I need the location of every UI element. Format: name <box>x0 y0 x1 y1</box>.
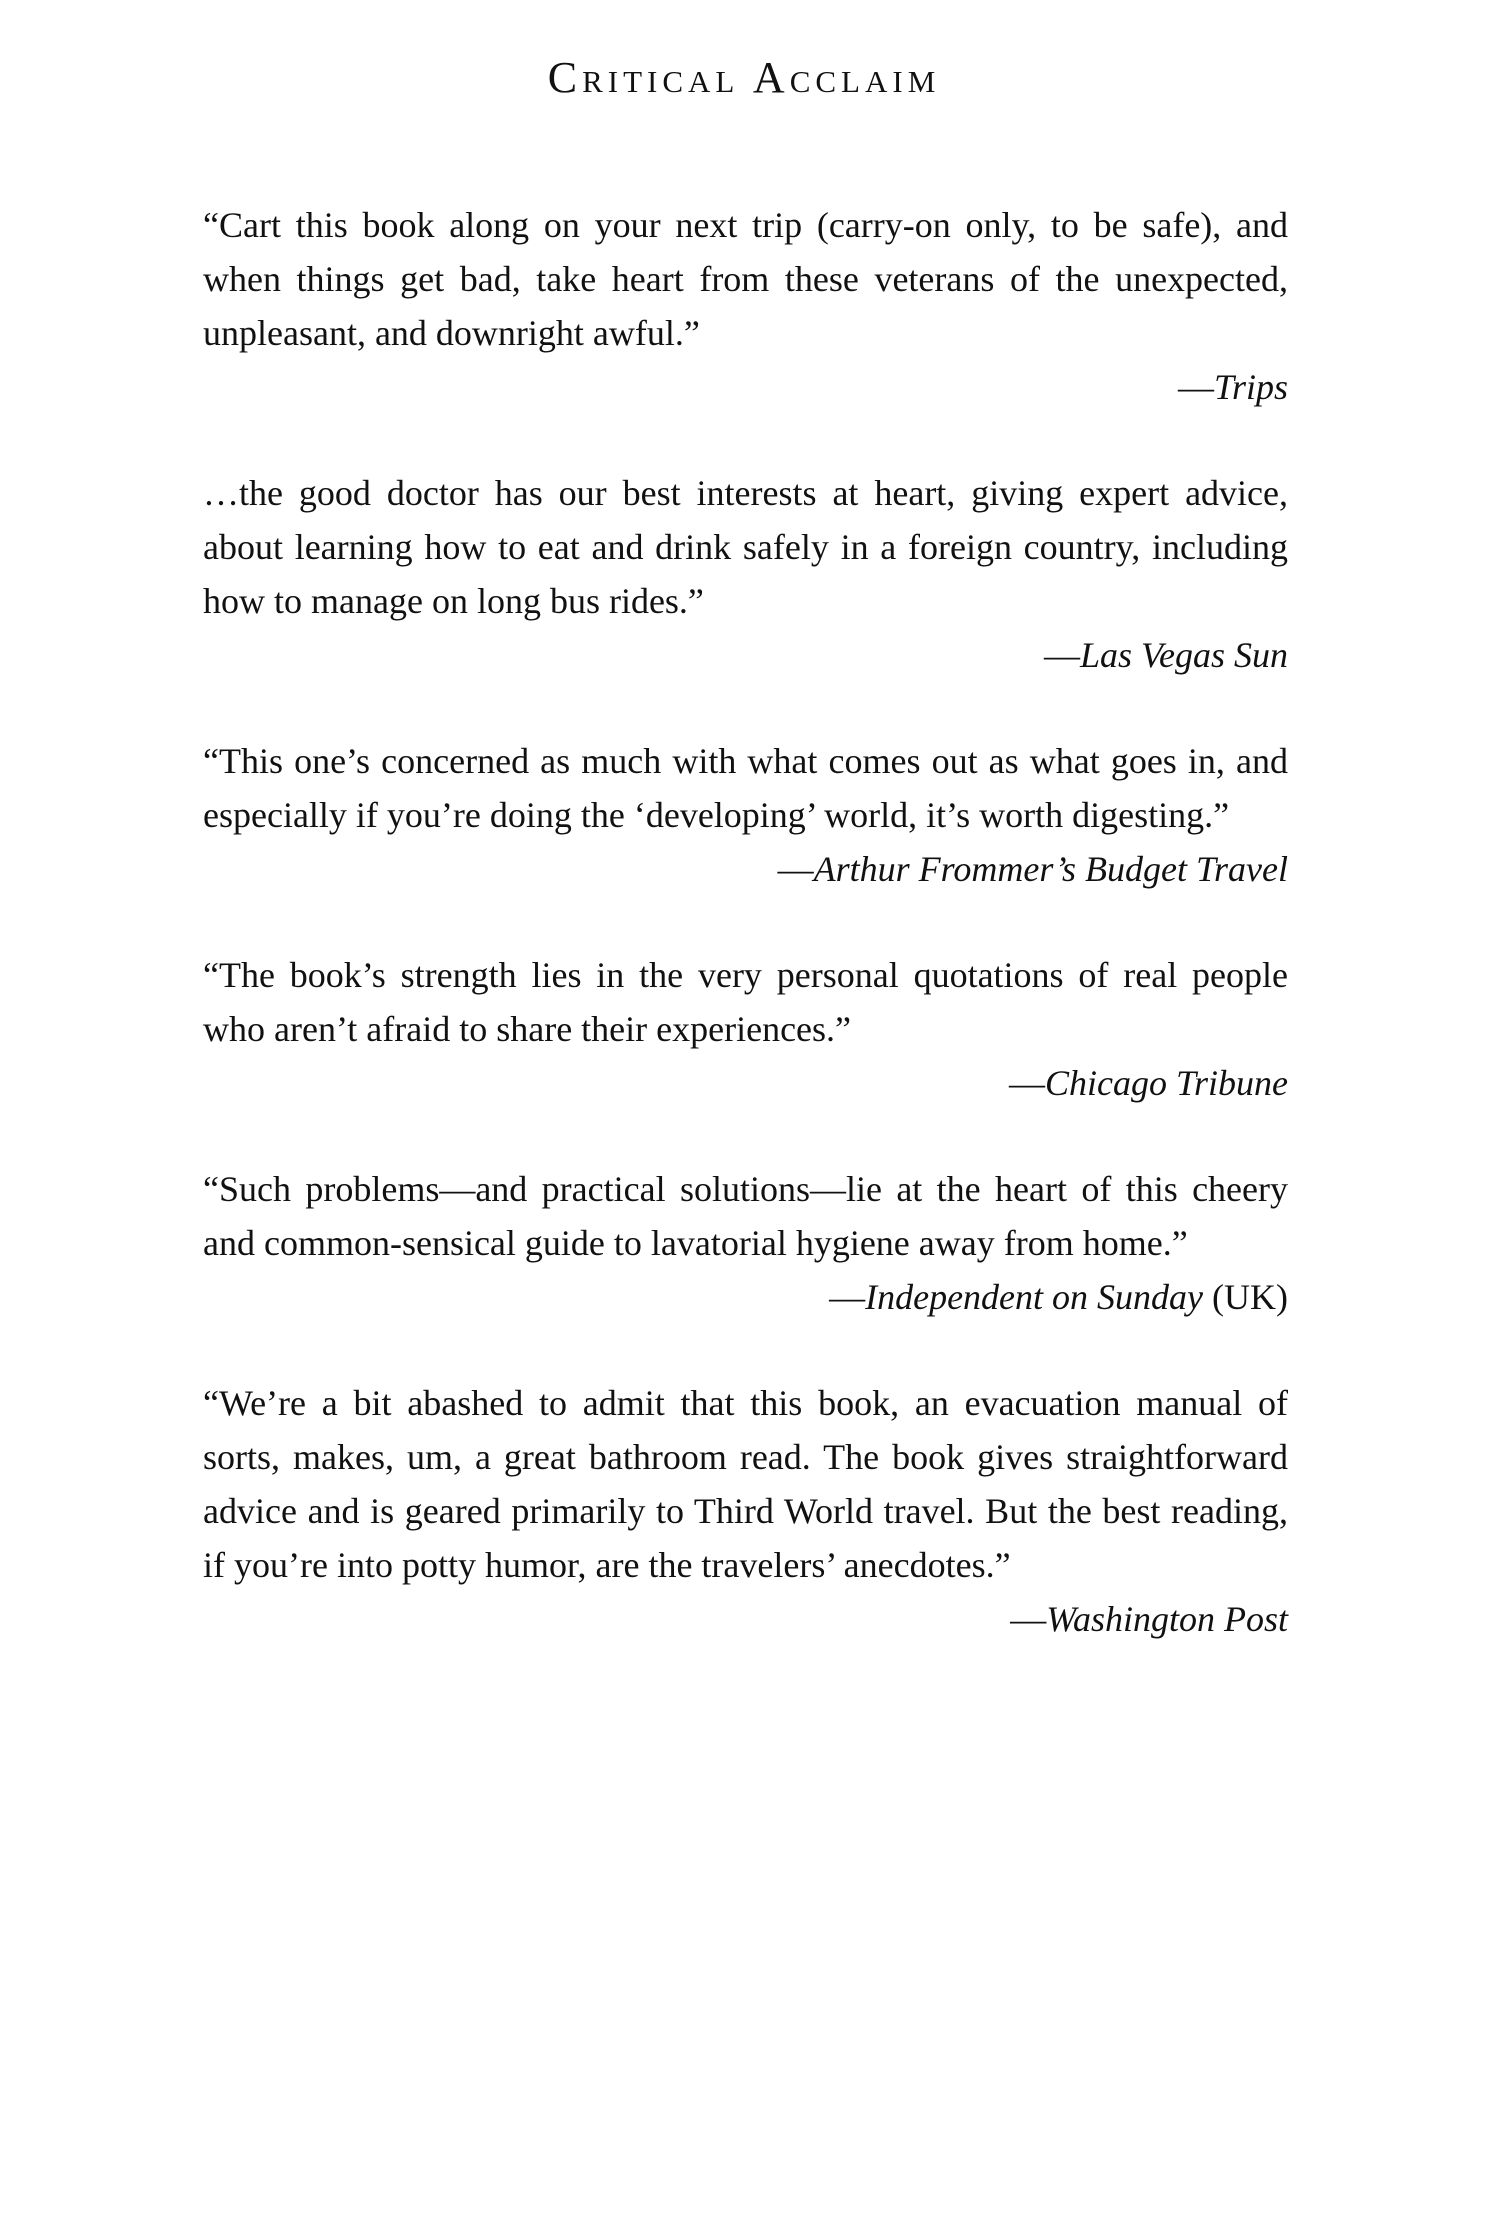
attribution-dash: — <box>1177 367 1214 407</box>
blurb-quote: “The book’s strength lies in the very personal quotations of real people who aren’t afraid to share their experiences.” <box>203 955 1288 1049</box>
blurb-quote: “Cart this book along on your next trip (carry-on only, to be safe), and when things get bad, take heart from these veterans of the unexpected, unpleasant, and downright awful.” <box>203 205 1288 353</box>
blurb-chicago-tribune <box>203 948 1288 1110</box>
attribution-dash: — <box>829 1277 866 1317</box>
blurb-attribution <box>203 1056 1288 1110</box>
blurb-quote: “This one’s concerned as much with what comes out as what goes in, and especially if you’re doing the ‘developing’ world, it’s worth digesting.” <box>203 741 1288 835</box>
blurb-list <box>203 198 1288 1698</box>
blurb-independent-on-sunday <box>203 1162 1288 1324</box>
attribution-source: Trips <box>1213 367 1288 407</box>
attribution-source: Independent on Sunday <box>865 1277 1204 1317</box>
attribution-dash: — <box>1008 1063 1045 1103</box>
attribution-source: Chicago Tribune <box>1044 1063 1288 1103</box>
blurb-quote: “We’re a bit abashed to admit that this book, an evacuation manual of sorts, makes, um, a great bathroom read. The book gives straightforward advice and is geared primarily to Third World travel. But the best reading, if you’re into potty humor, are the travelers’ anecdotes.” <box>203 1383 1288 1585</box>
page-heading: Critical Acclaim <box>547 53 941 102</box>
blurb-washington-post <box>203 1376 1288 1646</box>
attribution-source: Washington Post <box>1046 1599 1288 1639</box>
blurb-attribution <box>203 628 1288 682</box>
blurb-quote: …the good doctor has our best interests at heart, giving expert advice, about learning how to eat and drink safely in a foreign country, including how to manage on long bus rides.” <box>203 473 1288 621</box>
blurb-quote: “Such problems—and practical solutions—lie at the heart of this cheery and common-sensical guide to lavatorial hygiene away from home.” <box>203 1169 1288 1263</box>
blurb-trips <box>203 198 1288 414</box>
attribution-dash: — <box>1010 1599 1047 1639</box>
attribution-dash: — <box>777 849 814 889</box>
blurb-attribution <box>203 1270 1288 1324</box>
blurb-attribution <box>203 842 1288 896</box>
blurb-budget-travel <box>203 734 1288 896</box>
attribution-dash: — <box>1043 635 1080 675</box>
attribution-suffix: (UK) <box>1203 1277 1288 1317</box>
attribution-source: Las Vegas Sun <box>1079 635 1288 675</box>
attribution-source: Arthur Frommer’s Budget Travel <box>813 849 1288 889</box>
blurb-attribution <box>203 360 1288 414</box>
blurb-attribution <box>203 1592 1288 1646</box>
blurb-las-vegas-sun <box>203 466 1288 682</box>
